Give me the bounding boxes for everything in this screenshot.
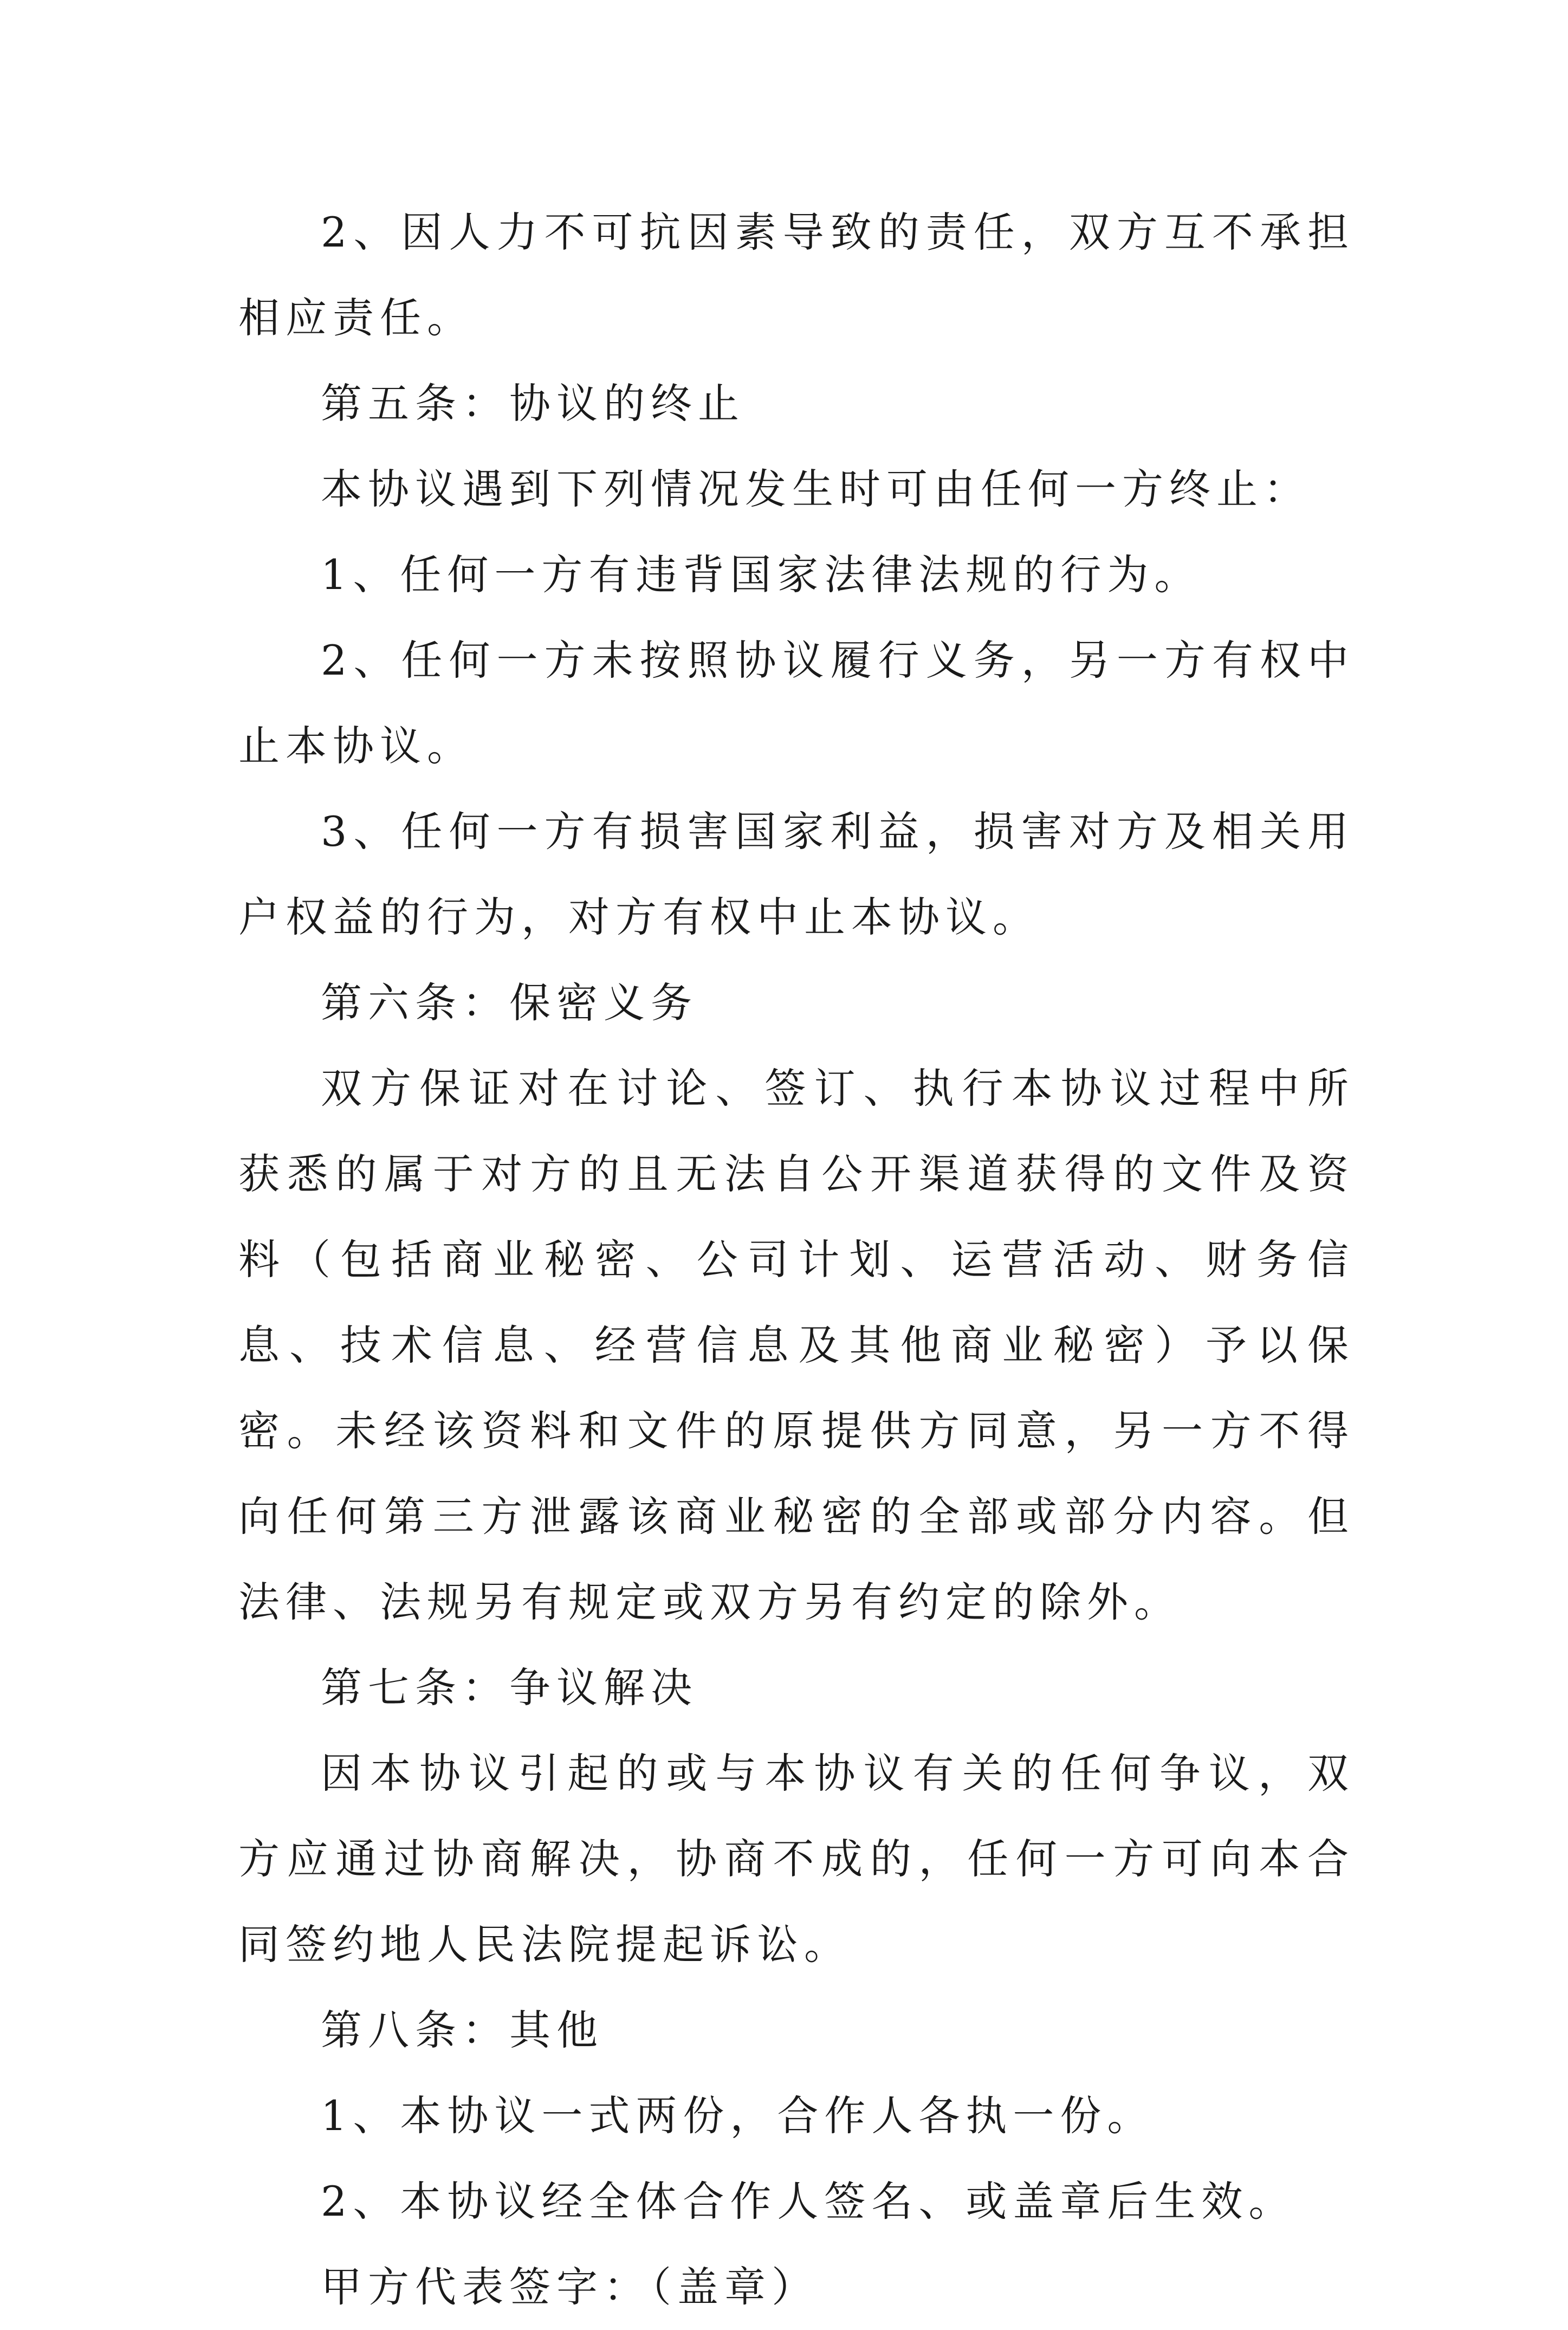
document-body: [238, 190, 1355, 2330]
article-5-heading: 第五条：协议的终止: [321, 379, 745, 428]
article-8-item-2: 2、本协议经全体合作人签名、或盖章后生效。: [321, 2177, 1296, 2225]
article-6-heading: 第六条：保密义务: [321, 979, 698, 1027]
party-a-signature-line: 甲方代表签字：（盖章）: [321, 2263, 819, 2311]
article-7-heading: 第七条：争议解决: [321, 1664, 698, 1712]
article-5-item-2: 2、任何一方未按照协议履行义务，另一方有权中止本协议。: [238, 636, 1355, 770]
article-8-heading: 第八条：其他: [321, 2006, 604, 2054]
article-6-body: 双方保证对在讨论、签订、执行本协议过程中所获悉的属于对方的且无法自公开渠道获得的文件及资料（包括商业秘密、公司计划、运营活动、财务信息、技术信息、经营信息及其他商业秘密）予以保密。未经该资料和文件的原提供方同意，另一方不得向任何第三方泄露该商业秘密的全部或部分内容。但法律、法规另有规定或双方另有约定的除外。: [238, 1064, 1355, 1626]
article-7-body: 因本协议引起的或与本协议有关的任何争议，双方应通过协商解决，协商不成的，任何一方可向本合同签约地人民法院提起诉讼。: [238, 1749, 1355, 1969]
article-5-item-1: 1、任何一方有违背国家法律法规的行为。: [321, 551, 1202, 599]
article-5-intro: 本协议遇到下列情况发生时可由任何一方终止：: [321, 465, 1311, 513]
article-8-item-1: 1、本协议一式两份，合作人各执一份。: [321, 2092, 1155, 2140]
article-5-item-3: 3、任何一方有损害国家利益，损害对方及相关用户权益的行为，对方有权中止本协议。: [238, 807, 1355, 941]
clause-4-item-2: 2、因人力不可抗因素导致的责任，双方互不承担相应责任。: [238, 208, 1355, 342]
